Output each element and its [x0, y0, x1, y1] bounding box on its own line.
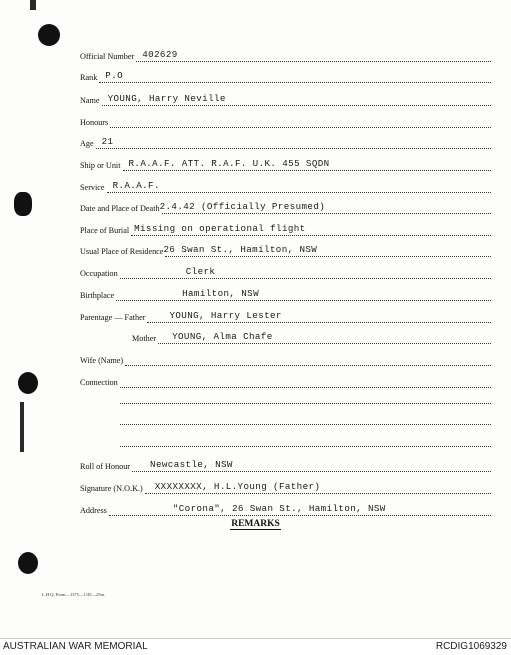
- field-value: 402629: [142, 49, 178, 60]
- field-mother: [132, 328, 491, 344]
- field-value: YOUNG, Harry Lester: [169, 310, 282, 321]
- field-birthplace: [80, 285, 491, 301]
- form-footnote: L.H.Q. Form—1375—1/45—25m.: [42, 592, 106, 597]
- field-value: 2.4.42 (Officially Presumed): [159, 201, 326, 212]
- field-value: R.A.A.F.: [112, 180, 160, 191]
- field-honours: [80, 112, 491, 128]
- field-connection: [80, 372, 491, 388]
- field-label: Birthplace: [80, 291, 115, 300]
- field-label: Official Number: [80, 52, 135, 61]
- field-service: [80, 177, 491, 193]
- field-roll-of-honour: [80, 456, 491, 472]
- field-value: 21: [101, 136, 114, 147]
- field-ship-or-unit: [80, 155, 491, 171]
- field-usual-residence: [80, 241, 491, 257]
- field-place-burial: [80, 220, 491, 236]
- field-date-place-death: [80, 198, 491, 214]
- field-value: Newcastle, NSW: [150, 459, 233, 470]
- field-label: Date and Place of Death: [80, 204, 160, 213]
- field-label: Connection: [80, 378, 118, 387]
- field-label: Occupation: [80, 269, 118, 278]
- field-label: Usual Place of Residence: [80, 247, 164, 256]
- punch-hole: [38, 24, 60, 46]
- punch-hole: [14, 192, 32, 216]
- field-official-number: [80, 46, 491, 62]
- field-signature: [80, 478, 491, 494]
- field-label: Name: [80, 96, 100, 105]
- field-value: P.O: [105, 70, 124, 81]
- field-age: [80, 133, 491, 149]
- field-label: Parentage — Father: [80, 313, 146, 322]
- connection-line: [120, 445, 491, 447]
- field-name: [80, 90, 491, 106]
- field-label: Ship or Unit: [80, 161, 121, 170]
- field-label: Honours: [80, 118, 109, 127]
- footer-bar: [0, 638, 511, 655]
- connection-line: [120, 402, 491, 404]
- field-label: Signature (N.O.K.): [80, 484, 143, 493]
- field-label: Place of Burial: [80, 226, 130, 235]
- footer-record-id: RCDIG1069329: [435, 641, 507, 652]
- field-label: Wife (Name): [80, 356, 124, 365]
- edge-mark: [20, 402, 24, 452]
- field-label: Age: [80, 139, 94, 148]
- field-label: Rank: [80, 73, 98, 82]
- field-father: [80, 307, 491, 323]
- field-label: Service: [80, 183, 105, 192]
- edge-mark: [30, 0, 36, 10]
- field-label: Address: [80, 506, 107, 515]
- punch-hole: [18, 552, 38, 574]
- punch-hole: [18, 372, 38, 394]
- field-value: YOUNG, Harry Neville: [107, 93, 226, 104]
- field-value: Clerk: [185, 266, 216, 277]
- field-address: [80, 500, 491, 516]
- field-occupation: [80, 263, 491, 279]
- field-value: Hamilton, NSW: [182, 288, 259, 299]
- field-value: Missing on operational flight: [134, 223, 306, 234]
- footer-source: AUSTRALIAN WAR MEMORIAL: [3, 641, 148, 652]
- field-value: 26 Swan St., Hamilton, NSW: [163, 244, 318, 255]
- remarks-heading: REMARKS: [231, 519, 280, 529]
- field-value: R.A.A.F. ATT. R.A.F. U.K. 455 SQDN: [128, 158, 330, 169]
- field-rank: [80, 67, 491, 83]
- field-value: XXXXXXXX, H.L.Young (Father): [154, 481, 321, 492]
- field-label: Roll of Honour: [80, 462, 131, 471]
- field-value: YOUNG, Alma Chafe: [172, 331, 273, 342]
- connection-line: [120, 423, 491, 425]
- field-wife: [80, 350, 491, 366]
- field-value: "Corona", 26 Swan St., Hamilton, NSW: [172, 503, 386, 514]
- field-label: Mother: [132, 334, 157, 343]
